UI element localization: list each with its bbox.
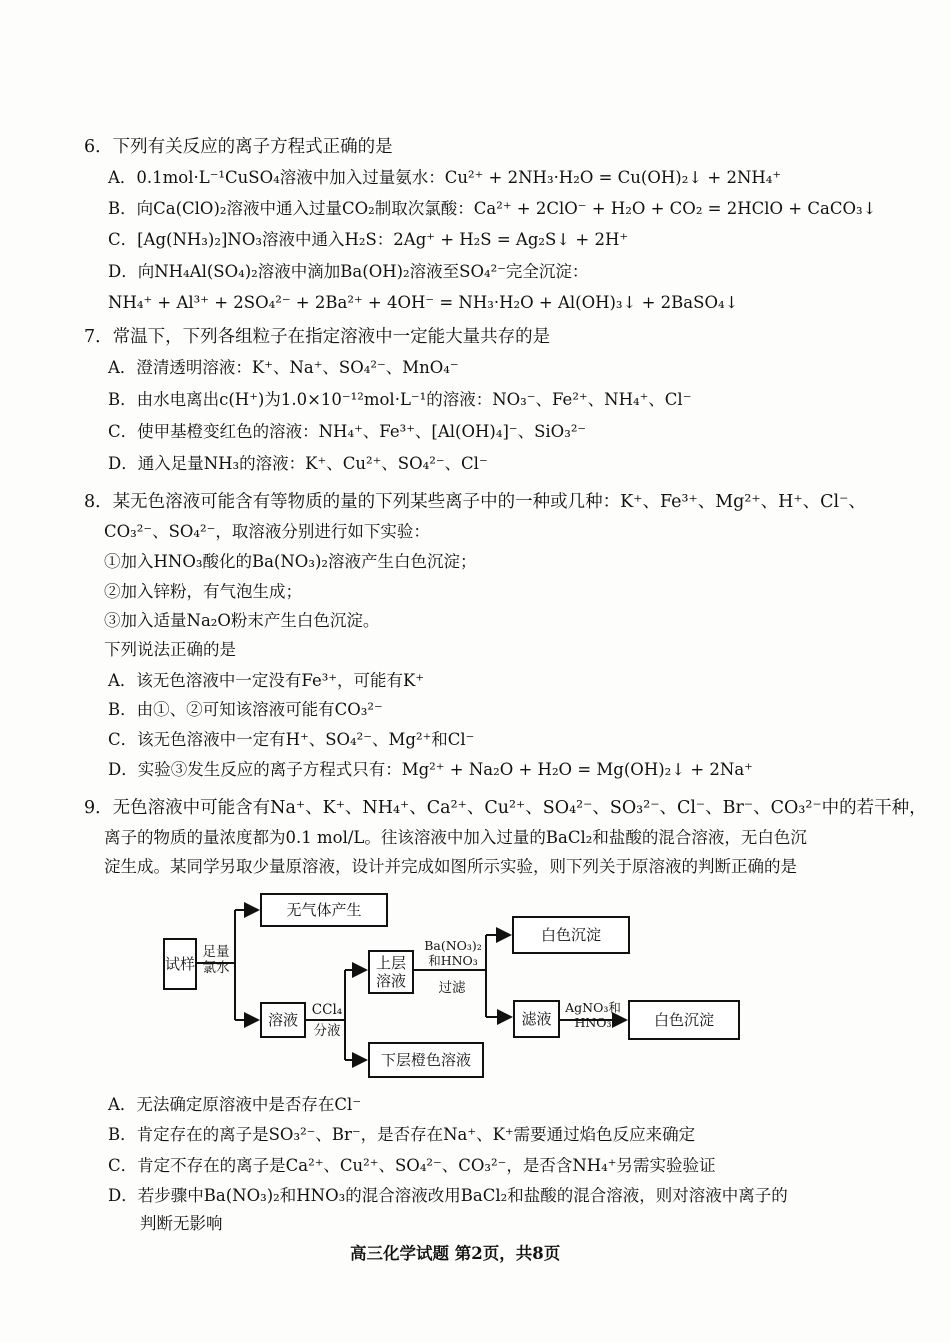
q9-option-b: B．肯定存在的离子是SO₃²⁻、Br⁻，是否存在Na⁺、K⁺需要通过焰色反应来确定 xyxy=(108,1125,696,1144)
flow-upper-layer-box: 上层溶液 xyxy=(368,950,414,994)
q9-option-d-cont: 判断无影响 xyxy=(140,1214,223,1233)
q9-title-cont-2: 淀生成。某同学另取少量原溶液，设计并完成如图所示实验，则下列关于原溶液的判断正确的是 xyxy=(104,857,797,876)
flow-reagent-ccl4: CCl₄ xyxy=(311,1002,343,1018)
q6-option-c: C．[Ag(NH₃)₂]NO₃溶液中通入H₂S：2Ag⁺ + H₂S = Ag₂S↓ + 2H⁺ xyxy=(108,230,629,249)
q9-title: 9．无色溶液中可能含有Na⁺、K⁺、NH₄⁺、Ca²⁺、Cu²⁺、SO₄²⁻、SO₃²⁻、Cl⁻、Br⁻、CO₃²⁻中的若干种， xyxy=(84,798,927,818)
q7-option-d: D．通入足量NH₃的溶液：K⁺、Cu²⁺、SO₄²⁻、Cl⁻ xyxy=(108,454,488,473)
q7-title: 7．常温下，下列各组粒子在指定溶液中一定能大量共存的是 xyxy=(84,327,551,347)
flow-white-precipitate-2: 白色沉淀 xyxy=(628,1000,740,1040)
flow-separation-label: 分液 xyxy=(313,1023,341,1039)
q8-step-1: ①加入HNO₃酸化的Ba(NO₃)₂溶液产生白色沉淀； xyxy=(104,552,477,571)
q8-option-d: D．实验③发生反应的离子方程式只有：Mg²⁺ + Na₂O + H₂O = Mg(OH)₂↓ + 2Na⁺ xyxy=(108,760,753,779)
q6-title: 6．下列有关反应的离子方程式正确的是 xyxy=(84,137,393,157)
flow-reagent-ba-nitrate: Ba(NO₃)₂和HNO₃ xyxy=(424,938,482,968)
flow-filtrate-box: 滤液 xyxy=(513,1000,560,1038)
q7-option-a: A．澄清透明溶液：K⁺、Na⁺、SO₄²⁻、MnO₄⁻ xyxy=(108,358,459,377)
q8-option-c: C．该无色溶液中一定有H⁺、SO₄²⁻、Mg²⁺和Cl⁻ xyxy=(108,730,475,749)
q6-option-a: A．0.1mol·L⁻¹CuSO₄溶液中加入过量氨水：Cu²⁺ + 2NH₃·H₂O = Cu(OH)₂↓ + 2NH₄⁺ xyxy=(108,168,782,187)
flow-sample-box: 试样 xyxy=(163,938,197,990)
flow-reagent-ag-nitrate: AgNO₃和HNO₃ xyxy=(565,1000,621,1030)
q9-title-cont: 离子的物质的量浓度都为0.1 mol/L。往该溶液中加入过量的BaCl₂和盐酸的混合溶液，无白色沉 xyxy=(104,828,807,847)
flow-lower-orange-box: 下层橙色溶液 xyxy=(368,1042,484,1078)
q9-option-c: C．肯定不存在的离子是Ca²⁺、Cu²⁺、SO₄²⁻、CO₃²⁻，是否含NH₄⁺另需实验验证 xyxy=(108,1156,716,1175)
q8-prompt: 下列说法正确的是 xyxy=(104,640,236,659)
q6-option-d: D．向NH₄Al(SO₄)₂溶液中滴加Ba(OH)₂溶液至SO₄²⁻完全沉淀： xyxy=(108,262,589,281)
flow-white-precipitate-1: 白色沉淀 xyxy=(512,916,630,954)
q9-option-a: A．无法确定原溶液中是否存在Cl⁻ xyxy=(108,1095,362,1114)
q8-option-a: A．该无色溶液中一定没有Fe³⁺，可能有K⁺ xyxy=(108,671,425,690)
q8-title-cont: CO₃²⁻、SO₄²⁻，取溶液分别进行如下实验： xyxy=(104,522,430,541)
q7-option-c: C．使甲基橙变红色的溶液：NH₄⁺、Fe³⁺、[Al(OH)₄]⁻、SiO₃²⁻ xyxy=(108,422,587,441)
q8-option-b: B．由①、②可知该溶液可能有CO₃²⁻ xyxy=(108,700,383,719)
q6-option-b: B．向Ca(ClO)₂溶液中通入过量CO₂制取次氯酸：Ca²⁺ + 2ClO⁻ + H₂O + CO₂ = 2HClO + CaCO₃↓ xyxy=(108,199,877,218)
flow-filter-label: 过滤 xyxy=(438,980,466,996)
q8-title: 8．某无色溶液可能含有等物质的量的下列某些离子中的一种或几种：K⁺、Fe³⁺、Mg²⁺、H⁺、Cl⁻、 xyxy=(84,492,866,512)
flow-solution-box: 溶液 xyxy=(260,1002,306,1038)
flow-reagent-chlorine-water: 足量氯水 xyxy=(202,944,230,976)
q8-step-2: ②加入锌粉，有气泡生成； xyxy=(104,582,302,601)
q8-step-3: ③加入适量Na₂O粉末产生白色沉淀。 xyxy=(104,611,380,630)
q7-option-b: B．由水电离出c(H⁺)为1.0×10⁻¹²mol·L⁻¹的溶液：NO₃⁻、Fe²⁺、NH₄⁺、Cl⁻ xyxy=(108,390,692,409)
page-footer: 高三化学试题 第2页，共8页 xyxy=(350,1244,561,1263)
q9-option-d: D．若步骤中Ba(NO₃)₂和HNO₃的混合溶液改用BaCl₂和盐酸的混合溶液，则对溶液中离子的 xyxy=(108,1186,788,1205)
flow-no-gas-box: 无气体产生 xyxy=(260,893,388,927)
q6-option-d-equation: NH₄⁺ + Al³⁺ + 2SO₄²⁻ + 2Ba²⁺ + 4OH⁻ = NH₃·H₂O + Al(OH)₃↓ + 2BaSO₄↓ xyxy=(108,293,739,312)
